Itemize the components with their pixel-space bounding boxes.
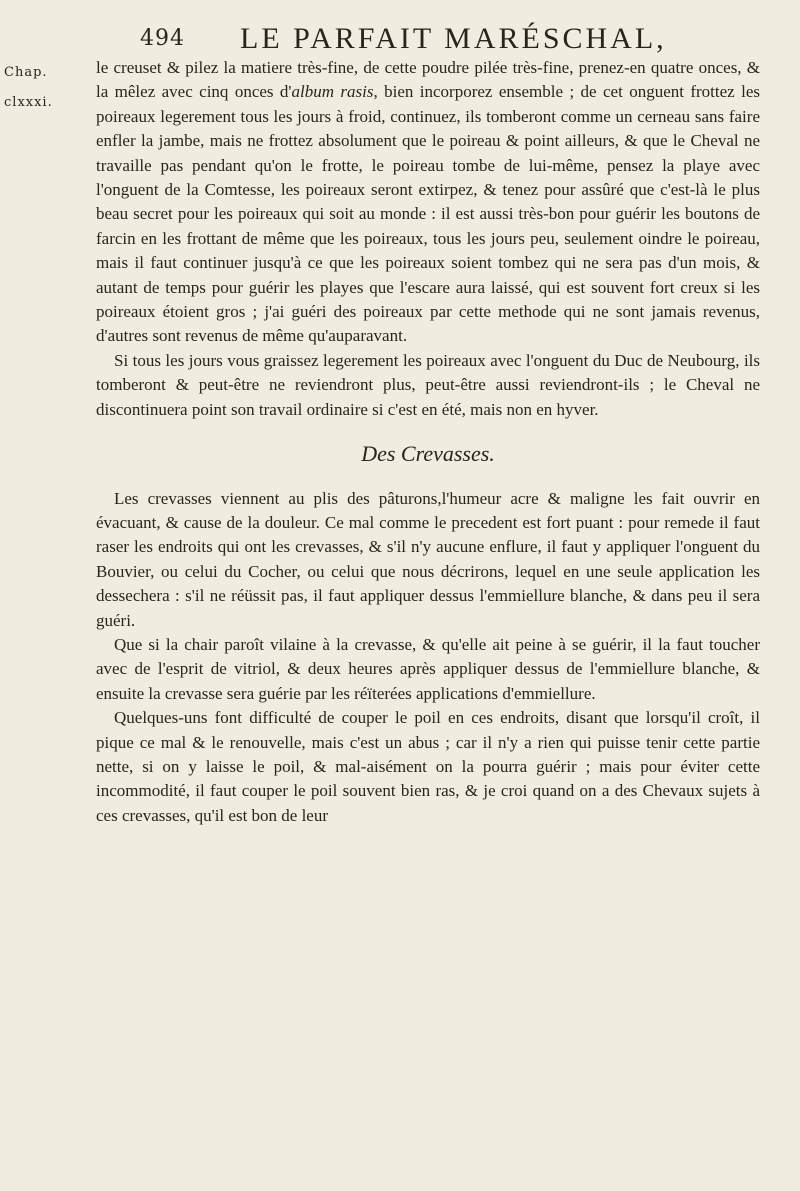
page-header — [140, 22, 760, 58]
paragraph: Si tous les jours vous graissez legerement les poireaux avec l'onguent du Duc de Neubourg, ils tomberont & peut-être ne reviendront plus, peut-être aussi reviendront-ils ; le Cheval ne discontinuera point son travail ordinaire si c'est en été, mais non en hyver. — [96, 350, 760, 419]
italic-term: album rasis — [291, 82, 374, 102]
section-heading: Des Crevasses. — [361, 441, 495, 467]
body-text — [96, 56, 760, 828]
margin-chapter-number: clxxxi. — [4, 95, 53, 110]
running-title: LE PARFAIT MARÉSCHAL, — [240, 22, 667, 55]
paragraph: Les crevasses viennent au plis des pâturons,l'humeur acre & maligne les fait ouvrir en évacuant, & cause de la douleur. Ce mal comme le precedent est fort puant : pour remede il faut raser les endroits qui ont les crevasses, & s'il n'y aucune enflure, il faut y appliquer l'onguent du Bouvier, ou celui du Cocher, ou celui que nous décrirons, lequel en une seule application les dessechera : s'il ne réüssit pas, il faut appliquer dessus l'emmiellure blanche, & dans peu il sera guéri. — [96, 488, 760, 630]
paragraph: Que si la chair paroît vilaine à la crevasse, & qu'elle ait peine à se guérir, il la faut toucher avec de l'esprit de vitriol, & deux heures après appliquer dessus de l'emmiellure blanche, & ensuite la crevasse sera guérie par les réïterées applications d'emmiellure. — [96, 634, 760, 703]
page-number: 494 — [140, 26, 185, 51]
margin-chapter-note — [4, 58, 70, 118]
paragraph: Quelques-uns font difficulté de couper le poil en ces endroits, disant que lorsqu'il croît, il pique ce mal & le renouvelle, mais c'est un abus ; car il n'y a rien qui puisse tenir cette partie nette, si on y laisse le poil, & mal-aisément on la pourra guérir ; mais pour éviter cette incommodité, il faut couper le poil souvent bien ras, & je croi quand on a des Chevaux sujets à ces crevasses, qu'il est bon de leur — [96, 708, 760, 825]
paragraph-continuation — [96, 56, 760, 349]
paragraph-text: le creuset & pilez la matiere très-fine, de cette poudre pilée très-fine, prenez-en quatre onces, & la mêlez avec cinq onces d' — [96, 58, 760, 102]
paragraph-text: , bien incorporez ensemble ; de cet onguent frottez les poireaux legerement tous les jours à froid, continuez, ils tomberont comme un cerneau sans faire enfler la jambe, mais ne frottez absolument que le poireau & point ailleurs, & que le Cheval ne travaille pas pendant qu'on le frotte, le poireau tombe de lui-même, pensez la playe avec l'onguent de la Comtesse, les poireaux seront extirpez, & tenez pour assûré que c'est-là le plus beau secret pour les poireaux qui soit au monde : il est aussi très-bon pour guérir les boutons de farcin en les frottant de même que les poireaux, tous les jours peu, seulement oindre le poireau, mais il faut continuer jusqu'à ce que les poireaux soient tombez qui ne sera pas d'un mois, & autant de temps pour guérir les playes que l'escare aura laissé, qui est souvent fort creux si les poireaux étoient gros ; j'ai guéri des poireaux par cette methode qui ne sont jamais revenus, d'autres sont revenus de même qu'auparavant. — [96, 82, 760, 346]
margin-chapter-label: Chap. — [4, 65, 48, 80]
